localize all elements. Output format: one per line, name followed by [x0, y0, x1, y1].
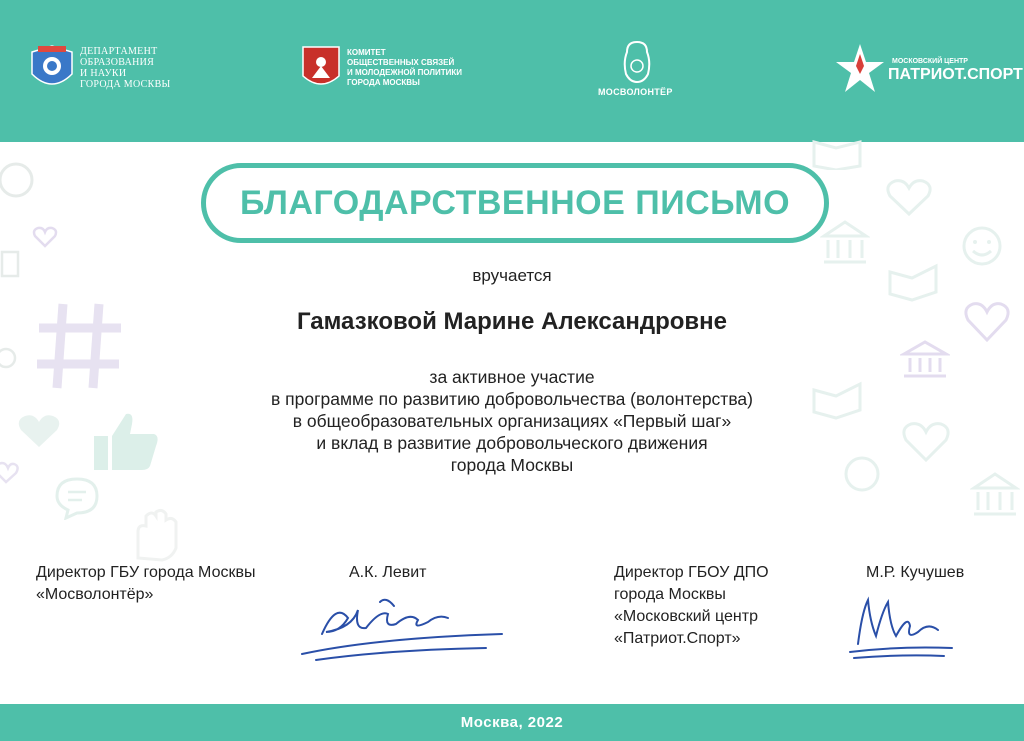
moscow-coat-of-arms-icon [302, 46, 340, 92]
footer-band [0, 704, 1024, 741]
org-patriot-small: МОСКОВСКИЙ ЦЕНТР [892, 58, 968, 65]
hand-icon [0, 160, 40, 200]
org-patriot-name: ПАТРИОТ.СПОРТ [888, 66, 1023, 83]
recipient-name: Гамазковой Марине Александровне [296, 308, 728, 335]
reason-line: за активное участие [429, 367, 595, 387]
org-mosvolonter-name: МОСВОЛОНТЁР [598, 87, 673, 97]
reason-line: в общеобразовательных организациях «Первый шаг» [292, 411, 732, 431]
reason-line: города Москвы [450, 455, 574, 475]
footer-city-year: Москва, 2022 [460, 714, 564, 731]
right-signature-icon [848, 592, 958, 664]
left-signature-icon [296, 588, 506, 664]
reason-line: и вклад в развитие добровольческого движения [316, 433, 708, 453]
heart-icon [32, 226, 58, 248]
building-icon [820, 218, 870, 268]
smiley-icon [960, 224, 1004, 268]
reason-line: в программе по развитию добровольчества (волонтерства) [271, 389, 753, 409]
right-signatory-title: Директор ГБОУ ДПО города Москвы «Московский центр «Патриот.Спорт» [614, 564, 769, 647]
document-title: БЛАГОДАРСТВЕННОЕ ПИСЬМО [239, 183, 791, 222]
mosvolonter-logo-icon [622, 40, 652, 84]
patriot-sport-star-icon [834, 42, 886, 94]
left-signatory-title: Директор ГБУ города Москвы «Мосволонтёр» [36, 564, 256, 603]
presented-label: вручается [472, 266, 552, 285]
header-band [0, 0, 1024, 142]
title-frame [201, 163, 829, 243]
org-committee-name: КОМИТЕТ ОБЩЕСТВЕННЫХ СВЯЗЕЙ И МОЛОДЕЖНОЙ ПОЛИТИКИ ГОРОДА МОСКВЫ [347, 48, 463, 87]
right-signatory-name: М.Р. Кучушев [866, 564, 965, 581]
hand-icon [128, 508, 188, 562]
education-emblem-icon [30, 44, 74, 94]
org-education-name: ДЕПАРТАМЕНТ ОБРАЗОВАНИЯ И НАУКИ ГОРОДА МОСКВЫ [80, 46, 171, 90]
book-icon [812, 140, 862, 170]
reason-text [0, 366, 1024, 476]
left-signatory-name: А.К. Левит [349, 564, 427, 581]
building-icon [970, 470, 1020, 520]
heart-icon [884, 178, 934, 218]
chat-bubble-icon [54, 476, 100, 520]
